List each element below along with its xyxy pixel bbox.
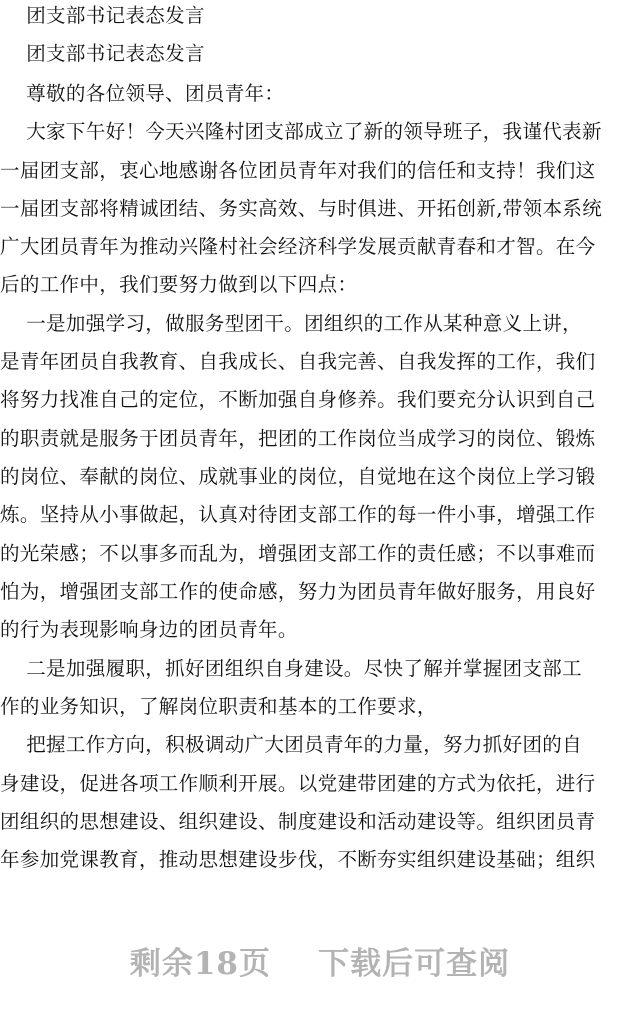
doc-line: 作的业务知识，了解岗位职责和基本的工作要求， [0, 695, 437, 718]
doc-line: 将努力找准自己的定位，不断加强自身修养。我们要充分认识到自己 [0, 388, 596, 411]
doc-line: 把握工作方向，积极调动广大团员青年的力量，努力抓好团的自 [0, 733, 582, 756]
doc-line: 一是加强学习，做服务型团干。团组织的工作从某种意义上讲， [0, 312, 582, 335]
doc-line: 炼。坚持从小事做起，认真对待团支部工作的每一件小事，增强工作 [0, 503, 596, 526]
doc-line: 后的工作中，我们要努力做到以下四点： [0, 273, 358, 296]
doc-line: 二是加强履职，抓好团组织自身建设。尽快了解并掌握团支部工 [0, 657, 582, 680]
doc-line: 年参加党课教育，推动思想建设步伐，不断夯实组织建设基础；组织 [0, 848, 596, 871]
doc-line: 团支部书记表态发言 [0, 42, 205, 65]
doc-line: 是青年团员自我教育、自我成长、自我完善、自我发挥的工作，我们 [0, 350, 596, 373]
doc-line: 广大团员青年为推动兴隆村社会经济科学发展贡献青春和才智。在今 [0, 235, 596, 258]
doc-line: 的光荣感；不以事多而乱为，增强团支部工作的责任感；不以事难而 [0, 542, 596, 565]
doc-line: 一届团支部，衷心地感谢各位团员青年对我们的信任和支持！我们这 [0, 159, 596, 182]
doc-line: 尊敬的各位领导、团员青年： [0, 82, 285, 105]
doc-line: 的职责就是服务于团员青年，把团的工作岗位当成学习的岗位、锻炼 [0, 427, 596, 450]
doc-line: 的行为表现影响身边的团员青年。 [0, 618, 298, 641]
doc-line: 团组织的思想建设、组织建设、制度建设和活动建设等。组织团员青 [0, 810, 596, 833]
doc-line: 一届团支部将精诚团结、务实高效、与时俱进、开拓创新,带领本系统 [0, 197, 603, 220]
doc-line: 的岗位、奉献的岗位、成就事业的岗位，自觉地在这个岗位上学习锻 [0, 465, 596, 488]
remaining-pages-banner: 剩余18页 下载后可查阅 [129, 946, 511, 982]
doc-line: 怕为，增强团支部工作的使命感，努力为团员青年做好服务，用良好 [0, 580, 596, 603]
doc-line: 身建设，促进各项工作顺利开展。以党建带团建的方式为依托，进行 [0, 772, 596, 795]
doc-line: 团支部书记表态发言 [0, 4, 205, 27]
doc-line: 大家下午好！今天兴隆村团支部成立了新的领导班子，我谨代表新 [0, 120, 602, 143]
